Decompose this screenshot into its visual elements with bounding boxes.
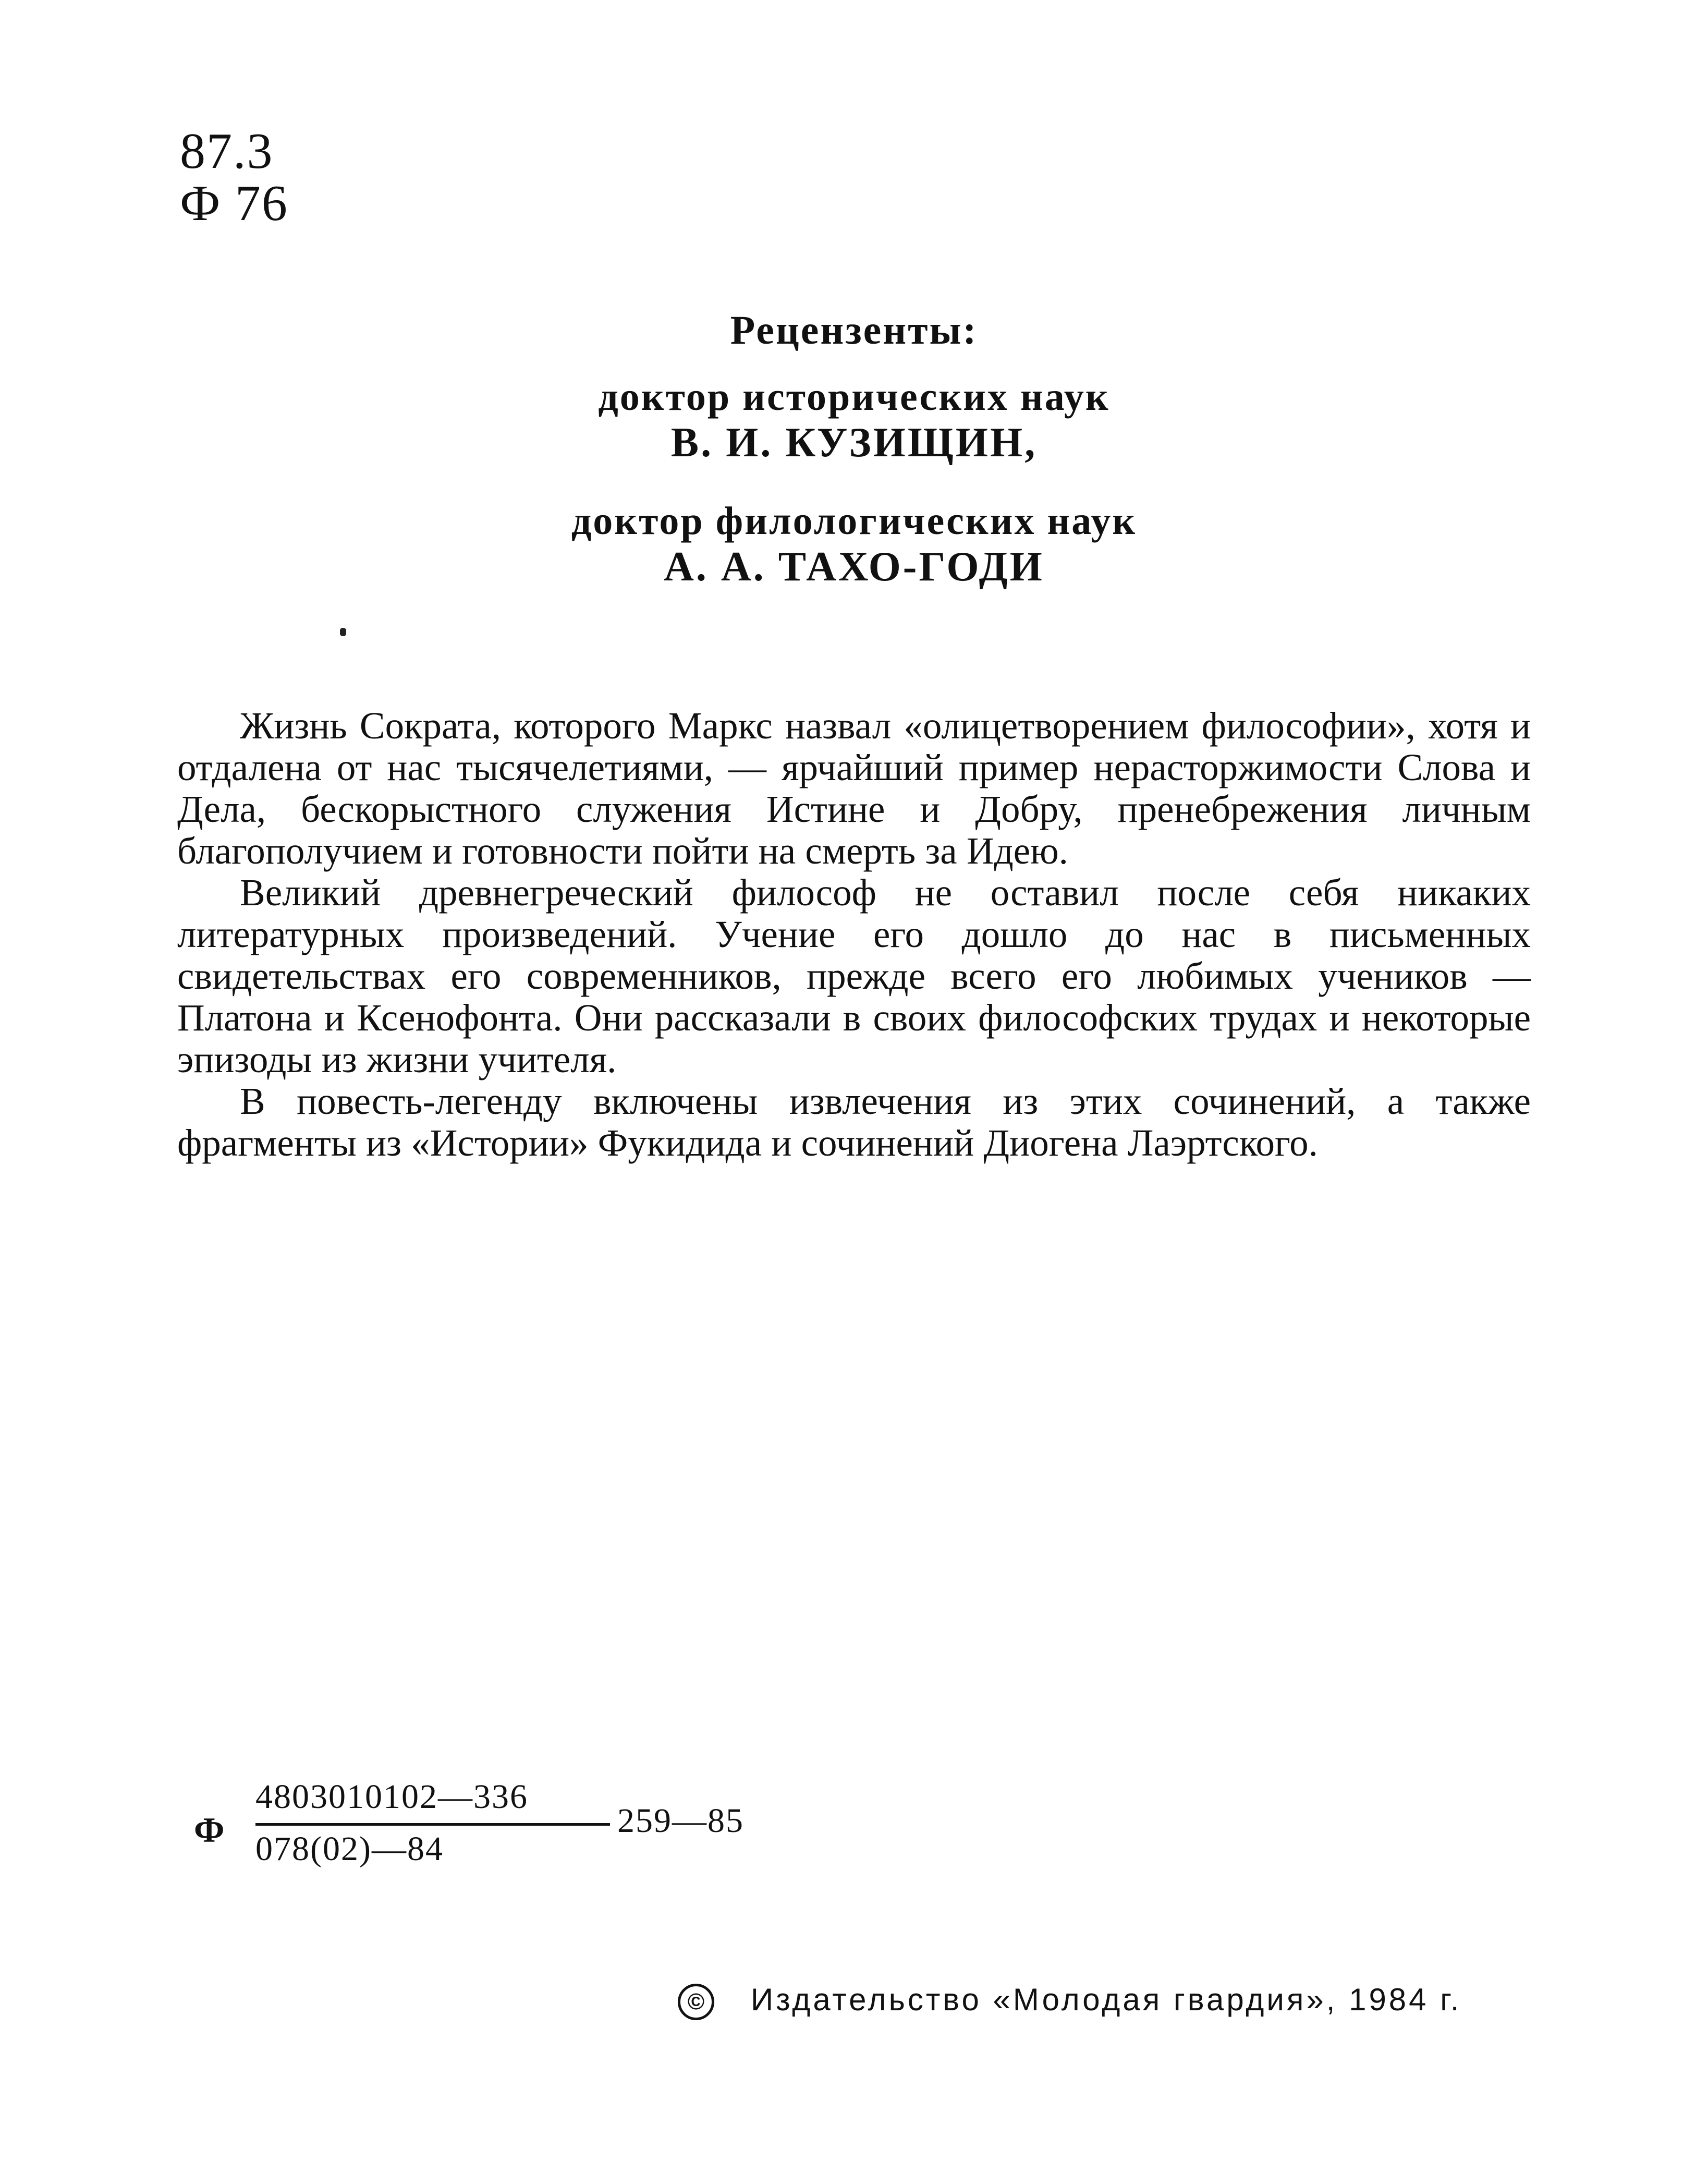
annotation-text bbox=[177, 705, 1531, 1164]
bbk-numerator: 4803010102—336 bbox=[255, 1778, 528, 1816]
bbk-suffix: 259—85 bbox=[617, 1802, 744, 1840]
classification-line-2: Ф 76 bbox=[180, 175, 288, 232]
reviewer-name: А. А. ТАХО-ГОДИ bbox=[664, 544, 1044, 590]
reviewer-degree: доктор филологических наук bbox=[571, 499, 1137, 543]
bbk-letter: Ф bbox=[194, 1810, 225, 1850]
reviewer-name: В. И. КУЗИЩИН, bbox=[670, 420, 1038, 466]
print-speck bbox=[340, 628, 346, 636]
reviewers-heading-block bbox=[0, 308, 1708, 353]
bbk-fraction-line bbox=[255, 1823, 610, 1826]
classification-line-1: 87.3 bbox=[180, 123, 274, 179]
annotation-paragraph: Великий древнегреческий философ не оставил после себя никаких литературных произведений. Учение его дошло до нас в письменных свидетельствах его современников, прежде всего его любимых учеников — Платона и Ксенофонта. Они рассказали в своих философских трудах и некоторые эпизоды из жизни учителя. bbox=[177, 871, 1531, 1080]
bbk-denominator: 078(02)—84 bbox=[255, 1830, 444, 1868]
copyright-line bbox=[678, 1982, 1461, 2020]
reviewer-degree: доктор исторических наук bbox=[598, 375, 1110, 419]
copyright-text: Издательство «Молодая гвардия», 1984 г. bbox=[751, 1982, 1462, 2017]
reviewer-1 bbox=[0, 374, 1708, 466]
classification-code bbox=[180, 123, 288, 232]
annotation-paragraph: В повесть-легенду включены извлечения из этих сочинений, а также фрагменты из «Истории» Фукидида и сочинений Диогена Лаэртского. bbox=[177, 1080, 1531, 1164]
annotation-paragraph: Жизнь Сократа, которого Маркс назвал «олицетворением философии», хотя и отдалена от нас тысячелетиями, — ярчайший пример нерасторжимости Слова и Дела, бескорыстного служения Истине и Добру, пренебрежения личным благополучием и готовности пойти на смерть за Идею. bbox=[177, 705, 1531, 872]
copyright-icon: © bbox=[678, 1984, 714, 2020]
reviewers-title: Рецензенты: bbox=[730, 307, 978, 353]
reviewer-2 bbox=[0, 499, 1708, 590]
bbk-code bbox=[194, 1777, 820, 1881]
